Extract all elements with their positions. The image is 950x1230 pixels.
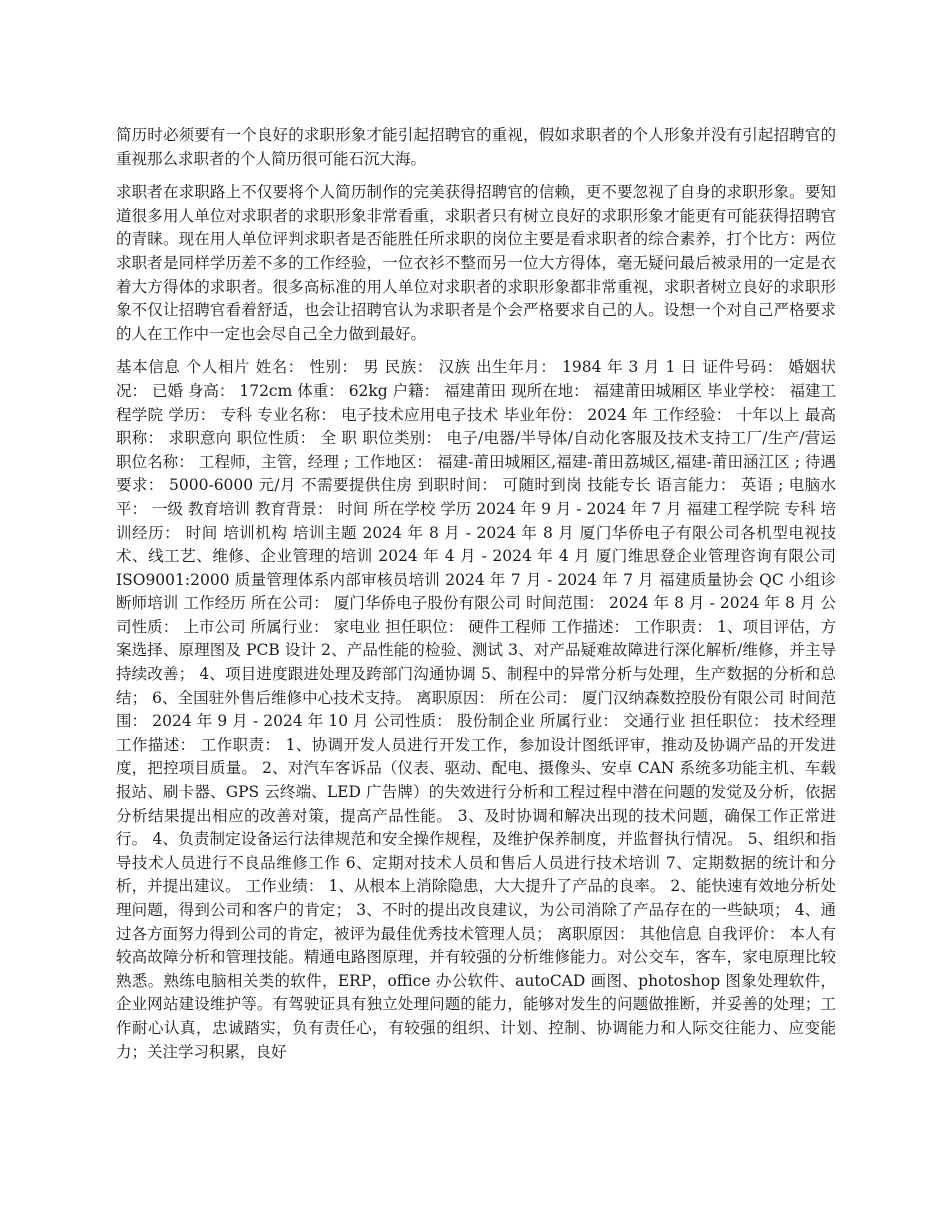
document-body [116,124,836,1074]
paragraph-image: 求职者在求职路上不仅要将个人简历制作的完美获得招聘官的信赖，更不要忽视了自身的求职形象。要知道很多用人单位对求职者的求职形象非常看重，求职者只有树立良好的求职形象才能更有可能获得招聘官的青睐。现在用人单位评判求职者是否能胜任所求职的岗位主要是看求职者的综合素养，打个比方：两位求职者是同样学历差不多的工作经验，一位衣衫不整而另一位大方得体，毫无疑问最后被录用的一定是衣着大方得体的求职者。很多高标准的用人单位对求职者的求职形象都非常重视，求职者树立良好的求职形象不仅让招聘官看着舒适，也会让招聘官认为求职者是个会严格要求自己的人。设想一个对自己严格要求的人在工作中一定也会尽自己全力做到最好。 [116,183,836,343]
paragraph-resume: 基本信息 个人相片 姓名： 性别： 男 民族： 汉族 出生年月： 1984 年 3 月 1 日 证件号码： 婚姻状况： 已婚 身高： 172cm 体重： 62kg 户籍： 福建莆田 现所在地： 福建莆田城厢区 毕业学校： 福建工程学院 学历： 专科 专业名称： 电子技术应用电子技术 毕业年份： 2024 年 工作经验： 十年以上 最高职称： 求职意向 职位性质： 全 职 职位类别： 电子/电器/半导体/自动化客服及技术支持工厂/生产/营运 职位名称： 工程师，主管，经理 ; 工作地区： 福建-莆田城厢区,福建-莆田荔城区,福建-莆田涵江区 ; 待遇要求： 5000-6000 元/月 不需要提供住房 到职时间： 可随时到岗 技能专长 语言能力： 英语 ; 电脑水平： 一级 教育培训 教育背景： 时间 所在学校 学历 2024 年 9 月 - 2024 年 7 月 福建工程学院 专科 培训经历： 时间 培训机构 培训主题 2024 年 8 月 - 2024 年 8 月 厦门华侨电子有限公司各机型电视技术、线工艺、维修、企业管理的培训 2024 年 4 月 - 2024 年 4 月 厦门维思登企业管理咨询有限公司 ISO9001:2000 质量管理体系内部审核员培训 2024 年 7 月 - 2024 年 7 月 福建质量协会 QC 小组诊断师培训 工作经历 所在公司： 厦门华侨电子股份有限公司 时间范围： 2024 年 8 月 - 2024 年 8 月 公司性质： 上市公司 所属行业： 家电业 担任职位： 硬件工程师 工作描述： 工作职责： 1、项目评估，方案选择、原理图及 PCB 设计 2、产品性能的检验、测试 3、对产品疑难故障进行深化解析/维修，并主导持续改善； 4、项目进度跟进处理及跨部门沟通协调 5、制程中的异常分析与处理，生产数据的分析和总结； 6、全国驻外售后维修中心技术支持。 离职原因： 所在公司： 厦门汉纳森数控股份有限公司 时间范围： 2024 年 9 月 - 2024 年 10 月 公司性质： 股份制企业 所属行业： 交通行业 担任职位： 技术经理 工作描述： 工作职责： 1、协调开发人员进行开发工作，参加设计图纸评审，推动及协调产品的开发进度，把控项目质量。 2、对汽车客诉品（仪表、驱动、配电、摄像头、安卓 CAN 系统多功能主机、车载报站、刷卡器、GPS 云终端、LED 广告牌）的失效进行分析和工程过程中潜在问题的发觉及分析，依据分析结果提出相应的改善对策，提高产品性能。 3、及时协调和解决出现的技术问题，确保工作正常进行。 4、负责制定设备运行法律规范和安全操作规程，及维护保养制度，并监督执行情况。 5、组织和指导技术人员进行不良品维修工作 6、定期对技术人员和售后人员进行技术培训 7、定期数据的统计和分析，并提出建议。 工作业绩： 1、从根本上消除隐患，大大提升了产品的良率。 2、能快速有效地分析处理问题，得到公司和客户的肯定； 3、不时的提出改良建议，为公司消除了产品存在的一些缺项； 4、通过各方面努力得到公司的肯定，被评为最佳优秀技术管理人员； 离职原因： 其他信息 自我评价： 本人有较高故障分析和管理技能。精通电路图原理，并有较强的分析维修能力。对公交车，客车，家电原理比较熟悉。熟练电脑相关类的软件，ERP，office 办公软件、autoCAD 画图、photoshop 图象处理软件，企业网站建设维护等。有驾驶证具有独立处理问题的能力，能够对发生的问题做推断，并妥善的处理；工作耐心认真，忠诚踏实，负有责任心，有较强的组织、计划、控制、协调能力和人际交往能力、应变能力；关注学习积累，良好 [116,358,836,1061]
paragraph-intro: 简历时必须要有一个良好的求职形象才能引起招聘官的重视，假如求职者的个人形象并没有引起招聘官的重视那么求职者的个人简历很可能石沉大海。 [116,126,836,168]
